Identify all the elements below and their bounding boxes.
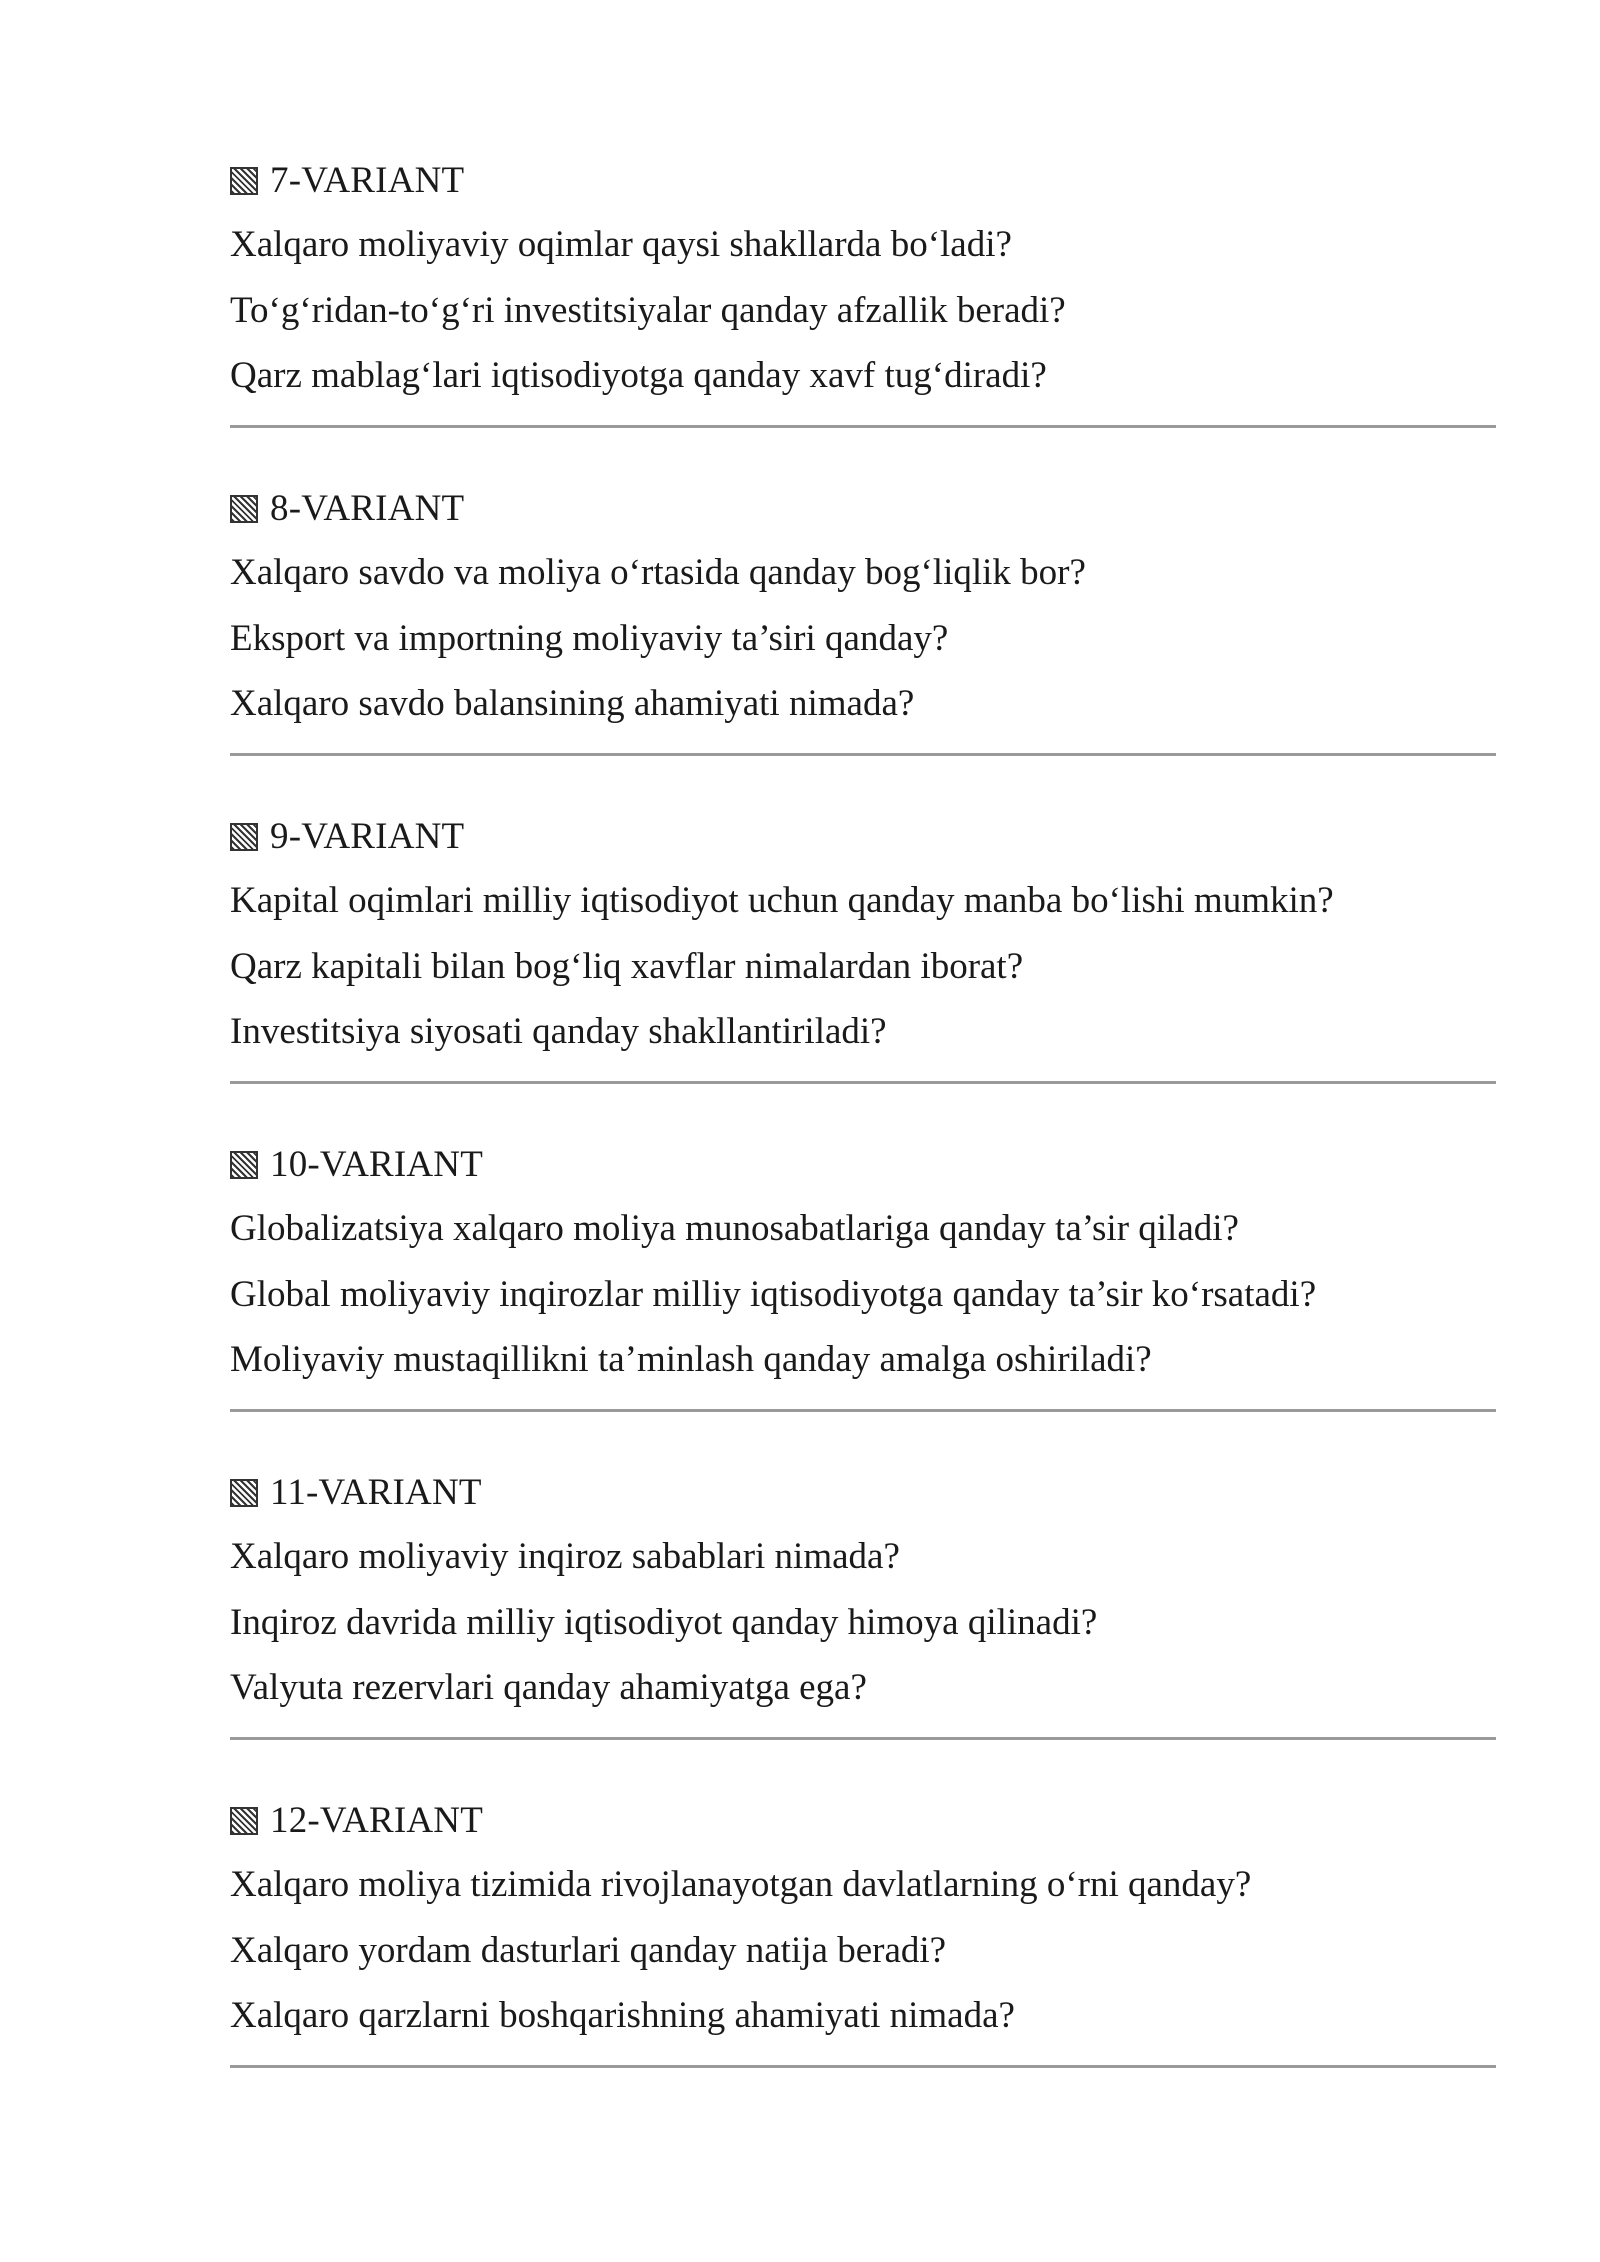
question-line: Qarz kapitali bilan bog‘liq xavflar nimalardan iborat? xyxy=(230,945,1024,987)
question-line: Xalqaro moliyaviy oqimlar qaysi shakllarda bo‘ladi? xyxy=(230,224,1012,265)
hatched-square-icon xyxy=(230,823,258,851)
variant-header xyxy=(230,150,1496,212)
question-line: Xalqaro savdo va moliya o‘rtasida qanday bog‘liqlik bor? xyxy=(230,552,1086,593)
question-line: Xalqaro savdo balansining ahamiyati nimada? xyxy=(230,683,915,724)
variant-section-7 xyxy=(230,150,1496,478)
hatched-square-icon xyxy=(230,495,258,523)
hatched-square-icon xyxy=(230,1151,258,1179)
question-line: Inqiroz davrida milliy iqtisodiyot qanday himoya qilinadi? xyxy=(230,1601,1098,1643)
question-line: Kapital oqimlari milliy iqtisodiyot uchun qanday manba bo‘lishi mumkin? xyxy=(230,880,1334,921)
hatched-square-icon xyxy=(230,167,258,195)
hatched-square-icon xyxy=(230,1479,258,1507)
section-divider xyxy=(230,1081,1496,1084)
question-line: Xalqaro moliyaviy inqiroz sabablari nimada? xyxy=(230,1536,900,1577)
variant-section-11 xyxy=(230,1462,1496,1790)
question-line: Global moliyaviy inqirozlar milliy iqtisodiyotga qanday ta’sir ko‘rsatadi? xyxy=(230,1273,1317,1315)
question-line: Investitsiya siyosati qanday shakllantiriladi? xyxy=(230,1011,887,1052)
section-divider xyxy=(230,425,1496,428)
variant-header xyxy=(230,1134,1496,1196)
question-line: Eksport va importning moliyaviy ta’siri qanday? xyxy=(230,617,949,659)
variant-header xyxy=(230,1790,1496,1852)
question-line: Valyuta rezervlari qanday ahamiyatga ega? xyxy=(230,1667,867,1708)
variant-title: 11-VARIANT xyxy=(270,1472,482,1513)
variant-header xyxy=(230,806,1496,868)
section-divider xyxy=(230,1409,1496,1412)
variant-header xyxy=(230,1462,1496,1524)
variant-section-9 xyxy=(230,806,1496,1134)
section-divider xyxy=(230,2065,1496,2068)
hatched-square-icon xyxy=(230,1807,258,1835)
question-line: Xalqaro qarzlarni boshqarishning ahamiyati nimada? xyxy=(230,1995,1015,2036)
variant-title: 8-VARIANT xyxy=(270,488,465,529)
variant-list xyxy=(230,150,1496,2118)
variant-section-12 xyxy=(230,1790,1496,2118)
question-line: Globalizatsiya xalqaro moliya munosabatlariga qanday ta’sir qiladi? xyxy=(230,1208,1239,1249)
variant-title: 12-VARIANT xyxy=(270,1800,484,1841)
question-line: Qarz mablag‘lari iqtisodiyotga qanday xavf tug‘diradi? xyxy=(230,355,1047,396)
section-divider xyxy=(230,753,1496,756)
question-line: To‘g‘ridan-to‘g‘ri investitsiyalar qanday afzallik beradi? xyxy=(230,289,1066,331)
section-divider xyxy=(230,1737,1496,1740)
variant-section-10 xyxy=(230,1134,1496,1462)
variant-title: 7-VARIANT xyxy=(270,160,465,201)
question-line: Xalqaro moliya tizimida rivojlanayotgan davlatlarning o‘rni qanday? xyxy=(230,1864,1252,1905)
variant-section-8 xyxy=(230,478,1496,806)
variant-header xyxy=(230,478,1496,540)
question-line: Xalqaro yordam dasturlari qanday natija beradi? xyxy=(230,1929,947,1971)
variant-title: 10-VARIANT xyxy=(270,1144,484,1185)
variant-title: 9-VARIANT xyxy=(270,816,465,857)
question-line: Moliyaviy mustaqillikni ta’minlash qanday amalga oshiriladi? xyxy=(230,1339,1152,1380)
